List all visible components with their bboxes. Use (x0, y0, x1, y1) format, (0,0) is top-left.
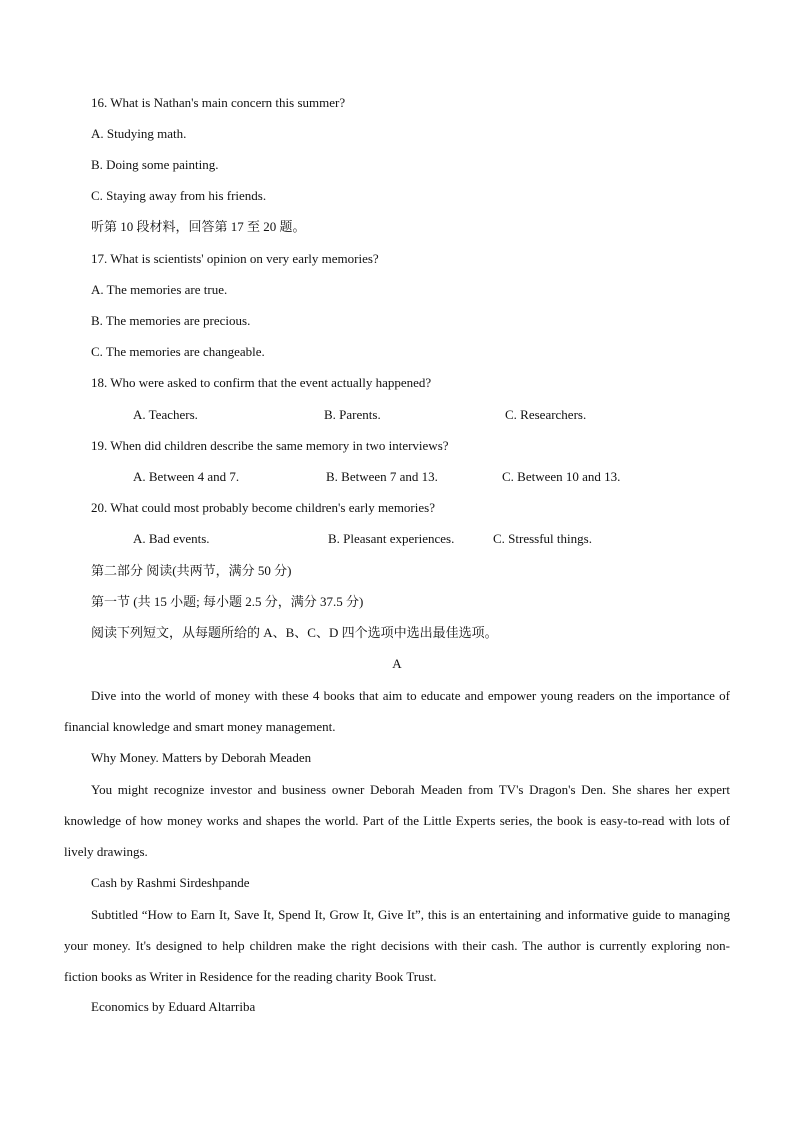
question-17-option-a: A. The memories are true. (91, 282, 228, 297)
question-18-stem: 18. Who were asked to confirm that the event actually happened? (91, 375, 432, 390)
question-18-option-b: B. Parents. (324, 407, 381, 422)
question-18-option-a: A. Teachers. (133, 407, 198, 422)
question-16-option-b: B. Doing some painting. (91, 157, 219, 172)
question-18-option-c: C. Researchers. (505, 407, 587, 422)
question-19-option-b: B. Between 7 and 13. (326, 469, 438, 484)
passage-intro: Dive into the world of money with these 4 books that aim to educate and empower young readers on the importance of financial knowledge and smart money management. (64, 688, 730, 734)
question-19-option-c: C. Between 10 and 13. (502, 469, 621, 484)
question-20-option-a: A. Bad events. (133, 531, 210, 546)
book-1-title: Why Money. Matters by Deborah Meaden (91, 750, 312, 765)
section-one-heading: 第一节 (共 15 小题; 每小题 2.5 分，满分 37.5 分) (91, 594, 364, 609)
reading-directions: 阅读下列短文，从每题所给的 A、B、C、D 四个选项中选出最佳选项。 (91, 625, 498, 640)
question-16-option-c: C. Staying away from his friends. (91, 188, 267, 203)
question-19-option-a: A. Between 4 and 7. (133, 469, 240, 484)
question-20-option-b: B. Pleasant experiences. (328, 531, 455, 546)
question-16-option-a: A. Studying math. (91, 126, 187, 141)
book-2-title: Cash by Rashmi Sirdeshpande (91, 875, 250, 890)
question-16-stem: 16. What is Nathan's main concern this summer? (91, 95, 346, 110)
part-two-heading: 第二部分 阅读(共两节，满分 50 分) (91, 563, 292, 578)
book-2-description: Subtitled “How to Earn It, Save It, Spend It, Grow It, Give It”, this is an entertaining and informative guide to managing your money. It's designed to help children make the right decisions with their cash. The author is currently exploring non-fiction books as Writer in Residence for the reading charity Book Trust. (64, 907, 730, 984)
listening-instruction: 听第 10 段材料，回答第 17 至 20 题。 (91, 219, 306, 234)
question-20-option-c: C. Stressful things. (493, 531, 592, 546)
question-17-option-b: B. The memories are precious. (91, 313, 251, 328)
passage-label: A (392, 656, 402, 671)
book-1-description: You might recognize investor and business owner Deborah Meaden from TV's Dragon's Den. She shares her expert knowledge of how money works and shapes the world. Part of the Little Experts series, the book is easy-to-read with lots of lively drawings. (64, 782, 730, 859)
question-19-stem: 19. When did children describe the same memory in two interviews? (91, 438, 449, 453)
question-17-option-c: C. The memories are changeable. (91, 344, 265, 359)
question-17-stem: 17. What is scientists' opinion on very early memories? (91, 251, 379, 266)
book-3-title: Economics by Eduard Altarriba (91, 999, 256, 1014)
question-20-stem: 20. What could most probably become children's early memories? (91, 500, 435, 515)
